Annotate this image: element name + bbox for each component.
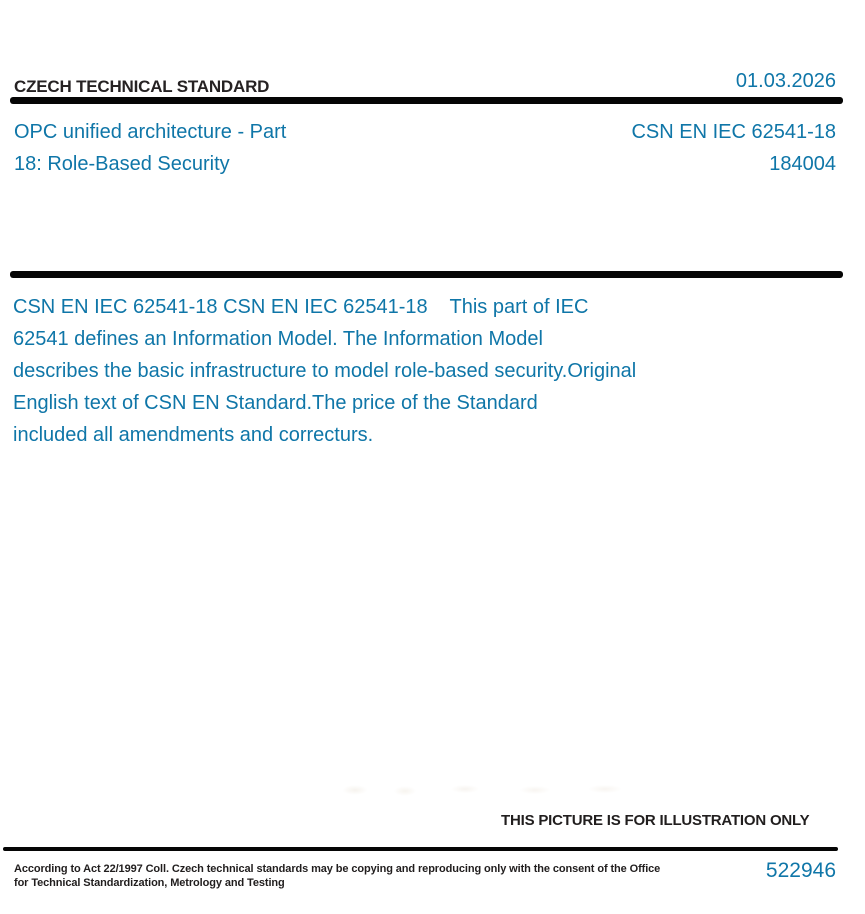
document-title-line-1: OPC unified architecture - Part <box>14 121 287 143</box>
standard-designation: CSN EN IEC 62541-18 <box>631 121 836 143</box>
faint-watermark <box>335 782 665 802</box>
abstract-paragraph <box>13 291 636 451</box>
abstract-line: CSN EN IEC 62541-18 CSN EN IEC 62541-18 This part of IEC <box>13 296 589 318</box>
order-number: 522946 <box>765 859 836 882</box>
effective-date: 01.03.2026 <box>735 70 836 92</box>
catalog-class-number: 184004 <box>769 153 836 175</box>
footer-divider-rule <box>3 847 838 851</box>
abstract-line: 62541 defines an Information Model. The Information Model <box>13 328 543 350</box>
copyright-notice <box>14 863 660 890</box>
header-divider-rule <box>10 97 843 104</box>
abstract-line: describes the basic infrastructure to model role-based security.Original <box>13 360 637 382</box>
copyright-line-1: According to Act 22/1997 Coll. Czech technical standards may be copying and reproducing only with the consent of the Office <box>14 863 661 875</box>
document-meta <box>631 116 836 180</box>
abstract-line: included all amendments and correcturs. <box>13 424 374 446</box>
illustration-disclaimer: THIS PICTURE IS FOR ILLUSTRATION ONLY <box>501 812 810 829</box>
document-title <box>14 116 286 180</box>
abstract-line: English text of CSN EN Standard.The price of the Standard <box>13 392 538 414</box>
abstract-divider-rule <box>10 271 843 278</box>
standard-type-label: CZECH TECHNICAL STANDARD <box>14 77 270 96</box>
document-title-line-2: 18: Role-Based Security <box>14 153 230 175</box>
copyright-line-2: for Technical Standardization, Metrology and Testing <box>14 876 285 889</box>
